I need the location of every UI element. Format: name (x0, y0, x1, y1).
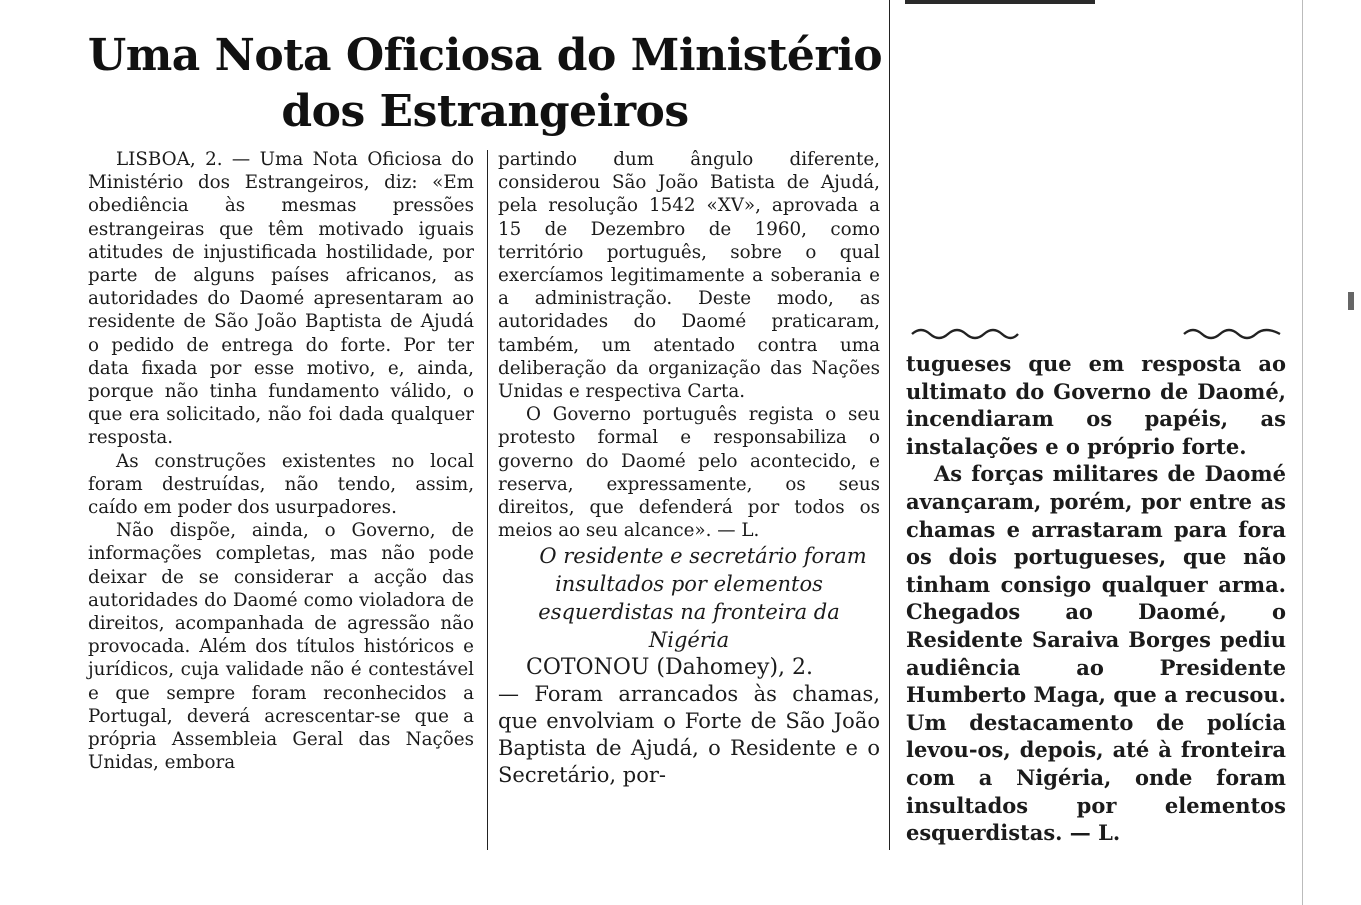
article-headline (70, 28, 900, 140)
headline-line-2: dos Estrangeiros (281, 86, 689, 137)
page-edge-rule (1302, 0, 1303, 905)
dateline: COTONOU (Dahomey), 2. (526, 655, 814, 681)
print-smudge-top (905, 0, 1095, 4)
column-1 (88, 148, 474, 774)
column-rule-1 (487, 150, 488, 850)
wave-ornament-left (910, 326, 1020, 340)
col1-paragraph-1: LISBOA, 2. — Uma Nota Oficiosa do Ministério dos Estrangeiros, diz: «Em obediência às mesmas pressões estrangeiras que têm motivado iguais atitudes de injustificada hostilidade, por parte de alguns países africanos, as autoridades do Daomé apresentaram ao residente de São João Baptista de Ajudá o pedido de entrega do forte. Por ter data fixada por esse motivo, e, ainda, porque não tinha fundamento válido, o que era solicitado, não foi dada qualquer resposta. (88, 149, 474, 449)
column-2 (498, 148, 880, 789)
column-rule-2 (889, 0, 890, 850)
sub-headline: O residente e secretário foram insultados por elementos esquerdistas na fronteira da Nigéria (538, 544, 867, 653)
headline-line-1: Uma Nota Oficiosa do Ministério (87, 30, 883, 81)
col3-paragraph-2: As forças militares de Daomé avançaram, porém, por entre as chamas e arrastaram para fora os dois portugueses, que não tinham consigo qualquer arma. Chegados ao Daomé, o Residente Saraiva Borges pediu audiência ao Presidente Humberto Maga, que a recusou. Um destacamento de polícia levou-os, depois, até à fronteira com a Nigéria, onde foram insultados por elementos esquerdistas. — L. (906, 461, 1286, 846)
col3-paragraph-1: tugueses que em resposta ao ultimato do Governo de Daomé, incendiaram os papéis, as instalações e o próprio forte. (906, 351, 1286, 459)
col1-paragraph-3: Não dispõe, ainda, o Governo, de informações completas, mas não pode deixar de se considerar a acção das autoridades do Daomé como violadora de direitos, acompanhada de agressão não provocada. Além dos títulos históricos e jurídicos, cuja validade não é contestável e que sempre foram reconhecidos a Portugal, deverá acrescentar-se que a própria Assembleia Geral das Nações Unidas, embora (88, 520, 474, 774)
col2-paragraph-1: partindo dum ângulo diferente, considerou São João Batista de Ajudá, pela resolução 1542 «XV», aprovada a 15 de Dezembro de 1960, como território português, sobre o qual exercíamos legitimamente a soberania e a administração. Deste modo, as autoridades do Daomé praticaram, também, um atentado contra uma deliberação da organização das Nações Unidas e respectiva Carta. (498, 149, 880, 403)
print-speck (1348, 292, 1354, 310)
column-3 (906, 350, 1286, 847)
wave-ornament-right (1182, 326, 1282, 340)
col2-paragraph-2: O Governo português regista o seu protesto formal e responsabiliza o governo do Daomé pelo acontecido, e reserva, expressamente, os seus direitos, que defenderá por todos os meios ao seu alcance». — L. (498, 404, 880, 542)
col1-paragraph-2: As construções existentes no local foram destruídas, não tendo, assim, caído em poder dos usurpadores. (88, 450, 474, 519)
col2-paragraph-3: — Foram arrancados às chamas, que envolviam o Forte de São João Baptista de Ajudá, o Residente e o Secretário, por- (498, 682, 880, 788)
